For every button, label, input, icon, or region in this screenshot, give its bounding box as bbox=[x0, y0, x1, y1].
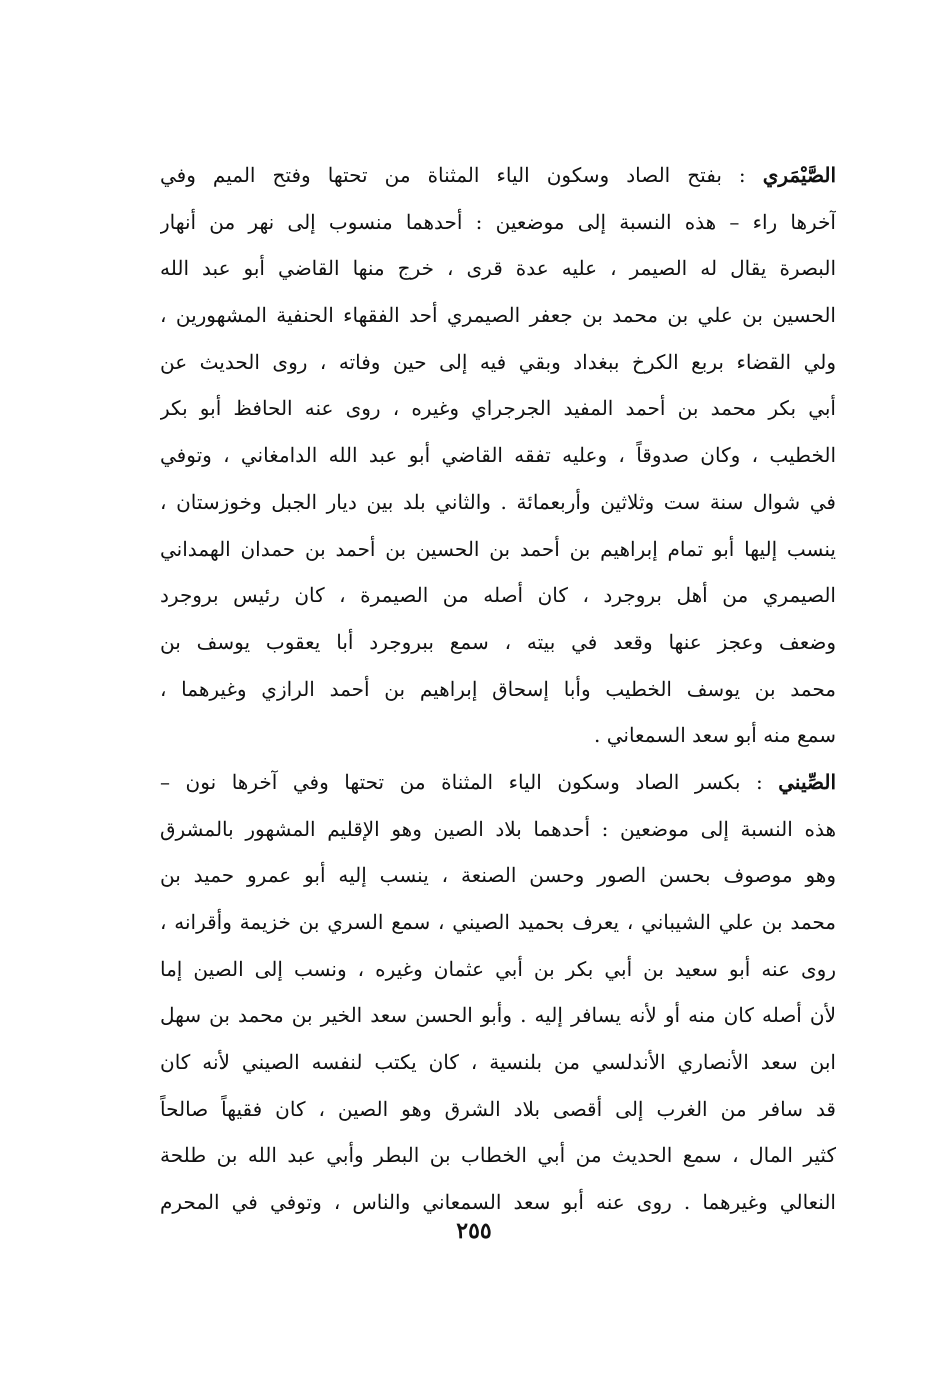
text-line: الخطيب ، وكان صدوقاً ، وعليه تفقه القاضي أبو عبد الله الدامغاني ، وتوفي bbox=[160, 443, 836, 468]
text-line: النعالي وغيرهما . روى عنه أبو سعد السمعاني والناس ، وتوفي في المحرم bbox=[160, 1190, 836, 1215]
text-line: محمد بن يوسف الخطيب وأبا إسحاق إبراهيم بن أحمد الرازي وغيرهما ، bbox=[160, 676, 836, 701]
text-line: هذه النسبة إلى موضعين : أحدهما بلاد الصين وهو الإقليم المشهور بالمشرق bbox=[160, 816, 836, 841]
text-line: ينسب إليها أبو تمام إبراهيم بن أحمد بن الحسين بن أحمد بن حمدان الهمداني bbox=[160, 536, 836, 561]
entry-line-text: : بفتح الصاد وسكون الياء المثناة من تحتها وفتح الميم وفي bbox=[160, 163, 763, 187]
text-line: محمد بن علي الشيباني ، يعرف بحميد الصيني ، سمع السري بن خزيمة وأقرانه ، bbox=[160, 910, 836, 934]
text-line: وضعف وعجز عنها وقعد في بيته ، سمع ببروجرد أبا يعقوب يوسف بن bbox=[160, 629, 836, 654]
text-line: سمع منه أبو سعد السمعاني . bbox=[594, 723, 836, 748]
text-line: في شوال سنة ست وثلاثين وأربعمائة . والثاني بلد بين ديار الجبل وخوزستان ، bbox=[160, 489, 836, 514]
text-line: لأن أصله كان منه أو لأنه يسافر إليه . وأبو الحسن سعد الخير بن محمد بن سهل bbox=[160, 1003, 836, 1028]
entry-line-text: : بكسر الصاد وسكون الياء المثناة من تحتها وفي آخرها نون – bbox=[160, 769, 779, 794]
page-number: ٢٥٥ bbox=[456, 1218, 492, 1244]
text-line: البصرة يقال له الصيمر ، عليه عدة قرى ، خرج منها القاضي أبو عبد الله bbox=[160, 256, 836, 281]
text-line bbox=[160, 759, 836, 806]
text-line: الصيمري من أهل بروجرد ، كان أصله من الصيمرة ، كان رئيس بروجرد bbox=[160, 583, 836, 608]
text-line: ابن سعد الأنصاري الأندلسي من بلنسية ، كان يكتب لنفسه الصيني لأنه كان bbox=[160, 1050, 836, 1075]
text-line: كثير المال ، سمع الحديث من أبي الخطاب بن البطر وأبي عبد الله بن طلحة bbox=[160, 1143, 836, 1168]
text-line: ولي القضاء بربع الكرخ ببغداد وبقي فيه إلى حين وفاته ، روى الحديث عن bbox=[160, 349, 836, 374]
text-line bbox=[160, 152, 836, 199]
text-line: آخرها راء – هذه النسبة إلى موضعين : أحدهما منسوب إلى نهر من أنهار bbox=[160, 209, 836, 234]
text-line: الحسين بن علي بن محمد بن جعفر الصيمري أحد الفقهاء الحنفية المشهورين ، bbox=[160, 303, 836, 328]
text-line: أبي بكر محمد بن أحمد المفيد الجرجراي وغيره ، روى عنه الحافظ أبو بكر bbox=[160, 396, 836, 421]
page-body-text bbox=[160, 152, 836, 1226]
text-line: روى عنه أبو سعيد بن أبي بكر بن أبي عثمان وغيره ، ونسب إلى الصين إما bbox=[160, 956, 836, 981]
entry-head-word: الصَّيْمَري bbox=[762, 163, 836, 187]
text-line: وهو موصوف بحسن الصور وحسن الصنعة ، ينسب إليه أبو عمرو حميد بن bbox=[160, 863, 836, 888]
text-line: قد سافر من الغرب إلى أقصى بلاد الشرق وهو الصين ، كان فقيهاً صالحاً bbox=[160, 1096, 836, 1121]
entry-head-word: الصِّيني bbox=[778, 769, 836, 794]
